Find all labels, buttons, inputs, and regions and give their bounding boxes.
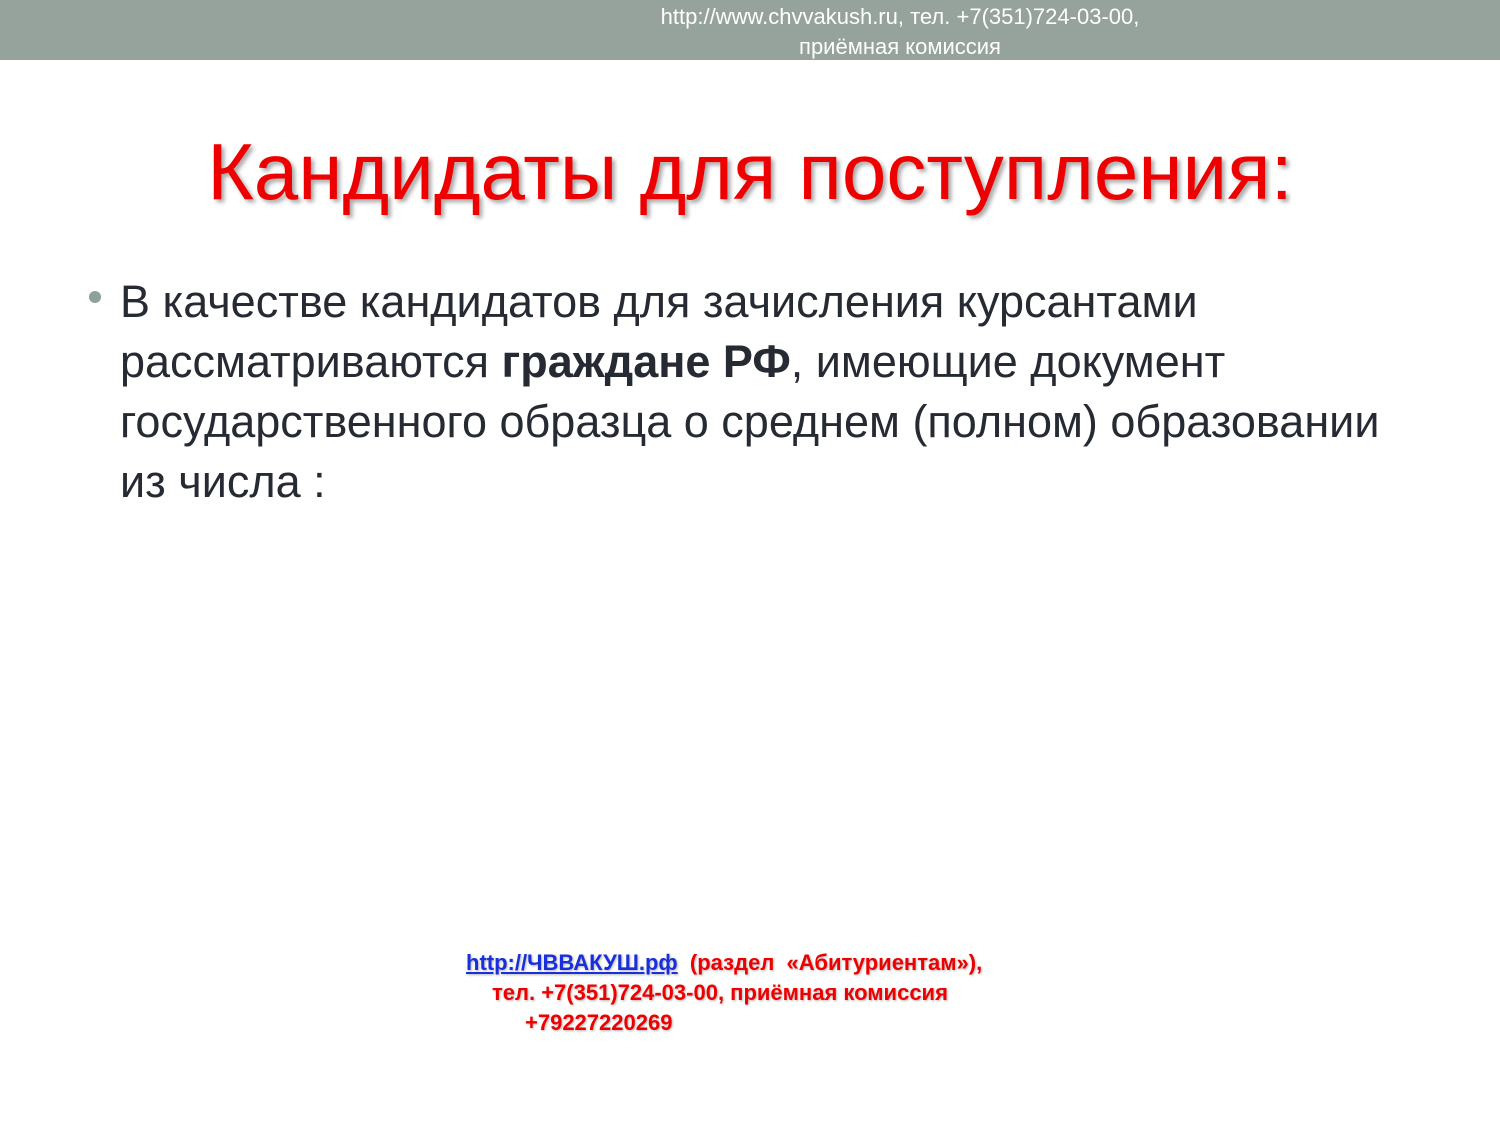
bullet-item: [85, 272, 1415, 512]
footer-line-phone: тел. +7(351)724-03-00, приёмная комиссия: [492, 980, 948, 1005]
bullet-dot-icon: [89, 291, 101, 303]
bullet-text: [85, 272, 1415, 512]
footer-section-text: (раздел «Абитуриентам»),: [677, 950, 983, 975]
bullet-text-end: , имеющие документ государственного образца о среднем (полном) образовании из числа :: [120, 336, 1380, 507]
slide-title: Кандидаты для поступления:: [207, 127, 1293, 216]
header-text: [600, 2, 1200, 62]
header-bar: [0, 0, 1500, 60]
website-link[interactable]: http://ЧВВАКУШ.рф: [466, 950, 678, 975]
footer-line-website: [440, 948, 1060, 978]
bullet-text-bold: граждане РФ: [501, 336, 791, 387]
footer-contacts: [440, 948, 1060, 1038]
footer-line-mobile: +79227220269: [525, 1010, 673, 1035]
header-line-url-phone: http://www.chvvakush.ru, тел. +7(351)724-03-00,: [660, 4, 1140, 29]
header-line-admissions: приёмная комиссия: [799, 34, 1001, 59]
bullet-text-start: В качестве кандидатов для зачисления курсантами рассматриваются: [120, 276, 1198, 387]
